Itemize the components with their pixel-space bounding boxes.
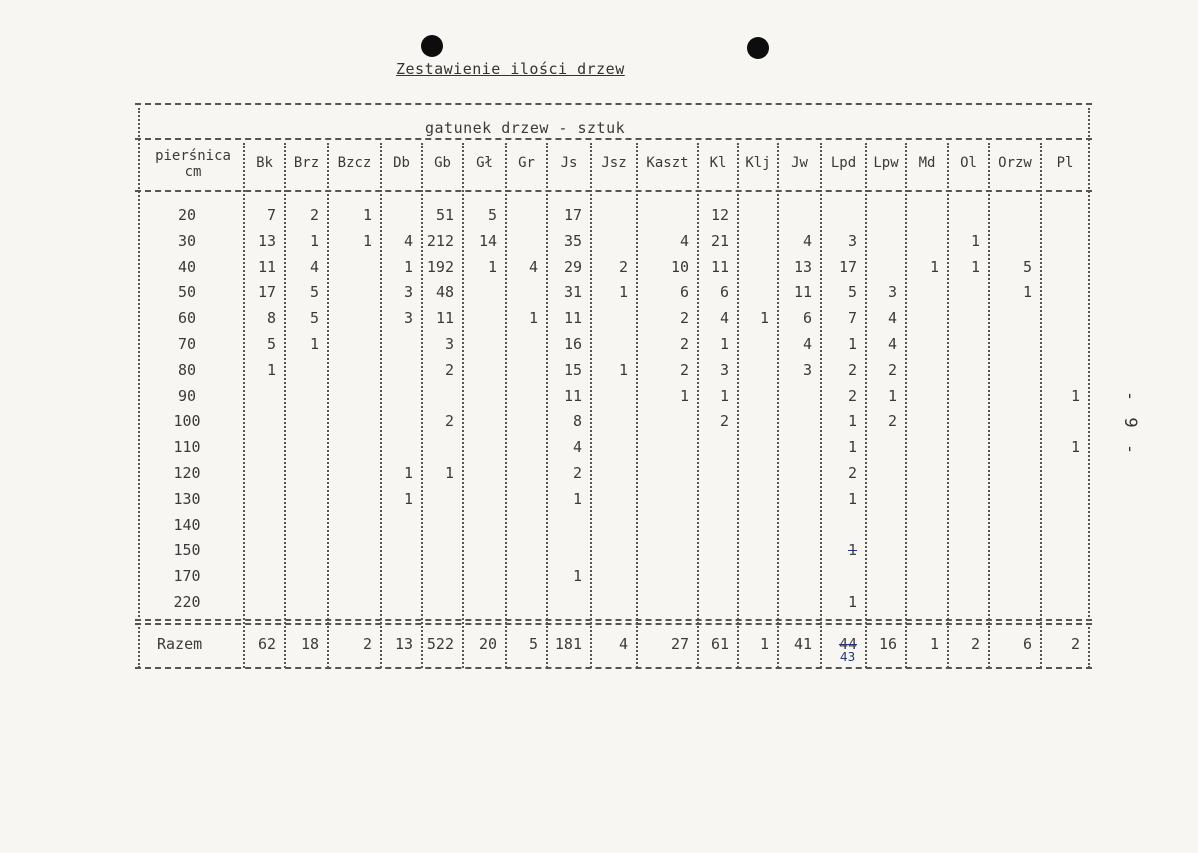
- table-cell: 2: [572, 464, 582, 482]
- table-cell: 11: [435, 309, 454, 328]
- table-cell: 4: [802, 231, 812, 250]
- table-cell: 11: [563, 386, 582, 405]
- species-header: Gr: [518, 155, 535, 171]
- species-header: Bzcz: [337, 155, 372, 171]
- table-cell: 1: [847, 412, 857, 431]
- punch-hole-icon: [747, 37, 769, 59]
- table-cell: 21: [710, 231, 729, 250]
- diameter-value: 60: [177, 309, 197, 328]
- table-cell: 1: [847, 489, 857, 508]
- table-cell: 1: [487, 257, 497, 276]
- table-cell: 5: [266, 335, 276, 353]
- punch-hole-icon: [421, 35, 443, 57]
- species-header: Kl: [709, 155, 727, 171]
- table-cell: 3: [444, 335, 454, 353]
- diameter-value: 30: [177, 231, 197, 250]
- table-cell: 35: [563, 231, 582, 250]
- table-cell: 12: [710, 206, 729, 224]
- table-cell: 1: [618, 283, 628, 302]
- column-separator: [636, 143, 638, 668]
- total-cell: 20: [478, 635, 497, 653]
- diameter-value: 220: [173, 593, 201, 611]
- table-cell: 6: [802, 309, 812, 328]
- species-header: Orzw: [998, 155, 1032, 171]
- table-cell: 7: [847, 309, 857, 328]
- table-rule-top: [135, 103, 1092, 105]
- total-cell: 1: [929, 635, 939, 653]
- table-cell: 4: [887, 335, 897, 353]
- diameter-header: [144, 148, 242, 180]
- table-cell: 1: [1070, 386, 1080, 405]
- column-separator: [737, 143, 739, 668]
- table-cell: 1: [759, 309, 769, 328]
- column-separator: [905, 143, 907, 668]
- document-title: Zestawienie ilości drzew: [396, 60, 625, 78]
- table-cell: 2: [679, 360, 689, 379]
- column-separator: [947, 143, 949, 668]
- column-separator: [820, 143, 822, 668]
- species-header: Db: [393, 155, 410, 171]
- column-separator: [777, 143, 779, 668]
- total-cell: 61: [710, 635, 729, 653]
- table-cell: 1: [679, 386, 689, 405]
- total-cell: 2: [970, 635, 980, 653]
- table-cell: 4: [309, 257, 319, 276]
- table-cell: 11: [793, 283, 812, 302]
- table-cell: 3: [403, 283, 413, 302]
- column-separator: [865, 143, 867, 668]
- table-cell: 6: [679, 283, 689, 302]
- table-cell: 2: [444, 412, 454, 431]
- diameter-value: 130: [173, 489, 201, 508]
- column-separator: [988, 143, 990, 668]
- table-rule-species: [135, 138, 1092, 140]
- table-cell: 2: [887, 360, 897, 379]
- totals-label: Razem: [157, 635, 203, 653]
- table-cell: 1: [887, 386, 897, 405]
- total-cell: 4: [618, 635, 628, 653]
- table-cell: 3: [847, 231, 857, 250]
- table-cell: 10: [670, 257, 689, 276]
- table-cell: 1: [1070, 438, 1080, 457]
- column-separator: [590, 143, 592, 668]
- table-cell: 1: [847, 335, 857, 353]
- diameter-value: 80: [177, 360, 197, 379]
- species-header: Js: [560, 155, 578, 171]
- species-header: Bk: [256, 155, 273, 171]
- table-cell: 1: [362, 206, 372, 224]
- species-header: Kaszt: [646, 155, 689, 171]
- table-cell: 5: [309, 283, 319, 302]
- total-cell: 6: [1022, 635, 1032, 653]
- total-cell: 13: [394, 635, 413, 653]
- table-cell: 31: [563, 283, 582, 302]
- table-cell: 1: [572, 567, 582, 586]
- table-cell: 5: [309, 309, 319, 328]
- table-cell: 13: [793, 257, 812, 276]
- table-cell: 3: [887, 283, 897, 302]
- table-cell: 1: [847, 438, 857, 457]
- table-cell: 4: [719, 309, 729, 328]
- diameter-header-unit: cm: [184, 164, 202, 180]
- table-cell: 6: [719, 283, 729, 302]
- table-cell: 17: [838, 257, 857, 276]
- diameter-value: 170: [173, 567, 201, 586]
- diameter-header-label: pierśnica: [155, 148, 231, 164]
- total-cell: 522: [426, 635, 454, 653]
- table-cell: 4: [679, 231, 689, 250]
- table-cell: 2: [679, 309, 689, 328]
- table-cell: 1: [572, 489, 582, 508]
- table-cell: 2: [847, 360, 857, 379]
- species-header: Brz: [293, 155, 320, 171]
- table-cell: 3: [719, 360, 729, 379]
- table-cell: 1: [403, 464, 413, 482]
- table-cell: 2: [679, 335, 689, 353]
- table-cell: 16: [563, 335, 582, 353]
- diameter-value: 140: [173, 515, 201, 534]
- table-cell: 4: [528, 257, 538, 276]
- table-cell: 4: [572, 438, 582, 457]
- table-cell: 48: [435, 283, 454, 302]
- total-cell: 181: [554, 635, 582, 653]
- species-header: Klj: [745, 155, 771, 171]
- table-cell: 1: [403, 489, 413, 508]
- table-cell: 2: [309, 206, 319, 224]
- table-cell: 5: [847, 283, 857, 302]
- table-cell: 51: [435, 206, 454, 224]
- table-cell: 1: [970, 231, 980, 250]
- total-cell: 2: [362, 635, 372, 653]
- table-cell: 2: [847, 464, 857, 482]
- table-cell: 1: [970, 257, 980, 276]
- page-number: - 9 -: [1120, 390, 1140, 458]
- table-cell: 192: [426, 257, 454, 276]
- table-cell: 1: [444, 464, 454, 482]
- diameter-value: 40: [177, 257, 197, 276]
- table-cell: 7: [266, 206, 276, 224]
- column-separator: [505, 143, 507, 668]
- diameter-value: 100: [173, 412, 201, 431]
- total-cell: 44: [838, 635, 857, 653]
- diameter-value: 110: [173, 438, 201, 457]
- diameter-value: 90: [177, 386, 197, 405]
- table-cell: 17: [257, 283, 276, 302]
- species-header: Jsz: [601, 155, 627, 171]
- diameter-value: 150: [173, 541, 201, 560]
- table-cell: 1: [719, 335, 729, 353]
- column-separator: [1040, 143, 1042, 668]
- table-cell: 2: [444, 360, 454, 379]
- column-separator: [138, 108, 140, 668]
- table-cell: 1: [403, 257, 413, 276]
- total-cell: 1: [759, 635, 769, 653]
- species-header: Lpw: [873, 155, 899, 171]
- diameter-value: 20: [177, 206, 197, 224]
- table-cell: 13: [257, 231, 276, 250]
- table-cell: 2: [618, 257, 628, 276]
- species-header: Md: [918, 155, 936, 171]
- table-cell: 1: [929, 257, 939, 276]
- table-cell: 1: [528, 309, 538, 328]
- table-cell: 8: [266, 309, 276, 328]
- table-cell: 11: [563, 309, 582, 328]
- column-separator: [380, 143, 382, 668]
- table-cell: 1: [266, 360, 276, 379]
- column-separator: [1088, 108, 1090, 668]
- species-header: Ol: [960, 155, 977, 171]
- diameter-value: 50: [177, 283, 197, 302]
- table-cell: 2: [847, 386, 857, 405]
- table-cell: 8: [572, 412, 582, 431]
- total-cell: 27: [670, 635, 689, 653]
- table-cell: 1: [1022, 283, 1032, 302]
- total-cell: 41: [793, 635, 812, 653]
- table-cell: 11: [710, 257, 729, 276]
- table-cell: 1: [309, 231, 319, 250]
- table-cell: 1: [618, 360, 628, 379]
- species-header: Lpd: [830, 155, 857, 171]
- table-cell: 2: [719, 412, 729, 431]
- table-cell: 15: [563, 360, 582, 379]
- table-cell: 2: [887, 412, 897, 431]
- total-cell: 62: [257, 635, 276, 653]
- table-cell: 4: [802, 335, 812, 353]
- species-header: Gb: [434, 155, 451, 171]
- table-cell: 1: [847, 593, 857, 611]
- diameter-value: 70: [177, 335, 197, 353]
- diameter-value: 120: [173, 464, 201, 482]
- total-cell: 5: [528, 635, 538, 653]
- total-cell: 16: [878, 635, 897, 653]
- handwritten-correction: 43: [840, 650, 856, 664]
- species-header: Jw: [791, 155, 808, 171]
- table-cell: 14: [478, 231, 497, 250]
- table-cell: 5: [487, 206, 497, 224]
- species-header: Gł: [476, 155, 493, 171]
- table-cell: 1: [309, 335, 319, 353]
- table-cell: 212: [426, 231, 454, 250]
- table-cell: 3: [802, 360, 812, 379]
- table-cell: 4: [887, 309, 897, 328]
- species-header: Pl: [1056, 155, 1074, 171]
- table-cell: 4: [403, 231, 413, 250]
- table-cell: 3: [403, 309, 413, 328]
- total-cell: 18: [300, 635, 319, 653]
- species-header-caption: gatunek drzew - sztuk: [425, 119, 626, 137]
- table-cell: 17: [563, 206, 582, 224]
- table-cell: 1: [719, 386, 729, 405]
- table-cell: 1: [362, 231, 372, 250]
- table-cell: 29: [563, 257, 582, 276]
- table-cell: 5: [1022, 257, 1032, 276]
- table-cell: 1: [847, 541, 857, 560]
- table-cell: 11: [257, 257, 276, 276]
- total-cell: 2: [1070, 635, 1080, 653]
